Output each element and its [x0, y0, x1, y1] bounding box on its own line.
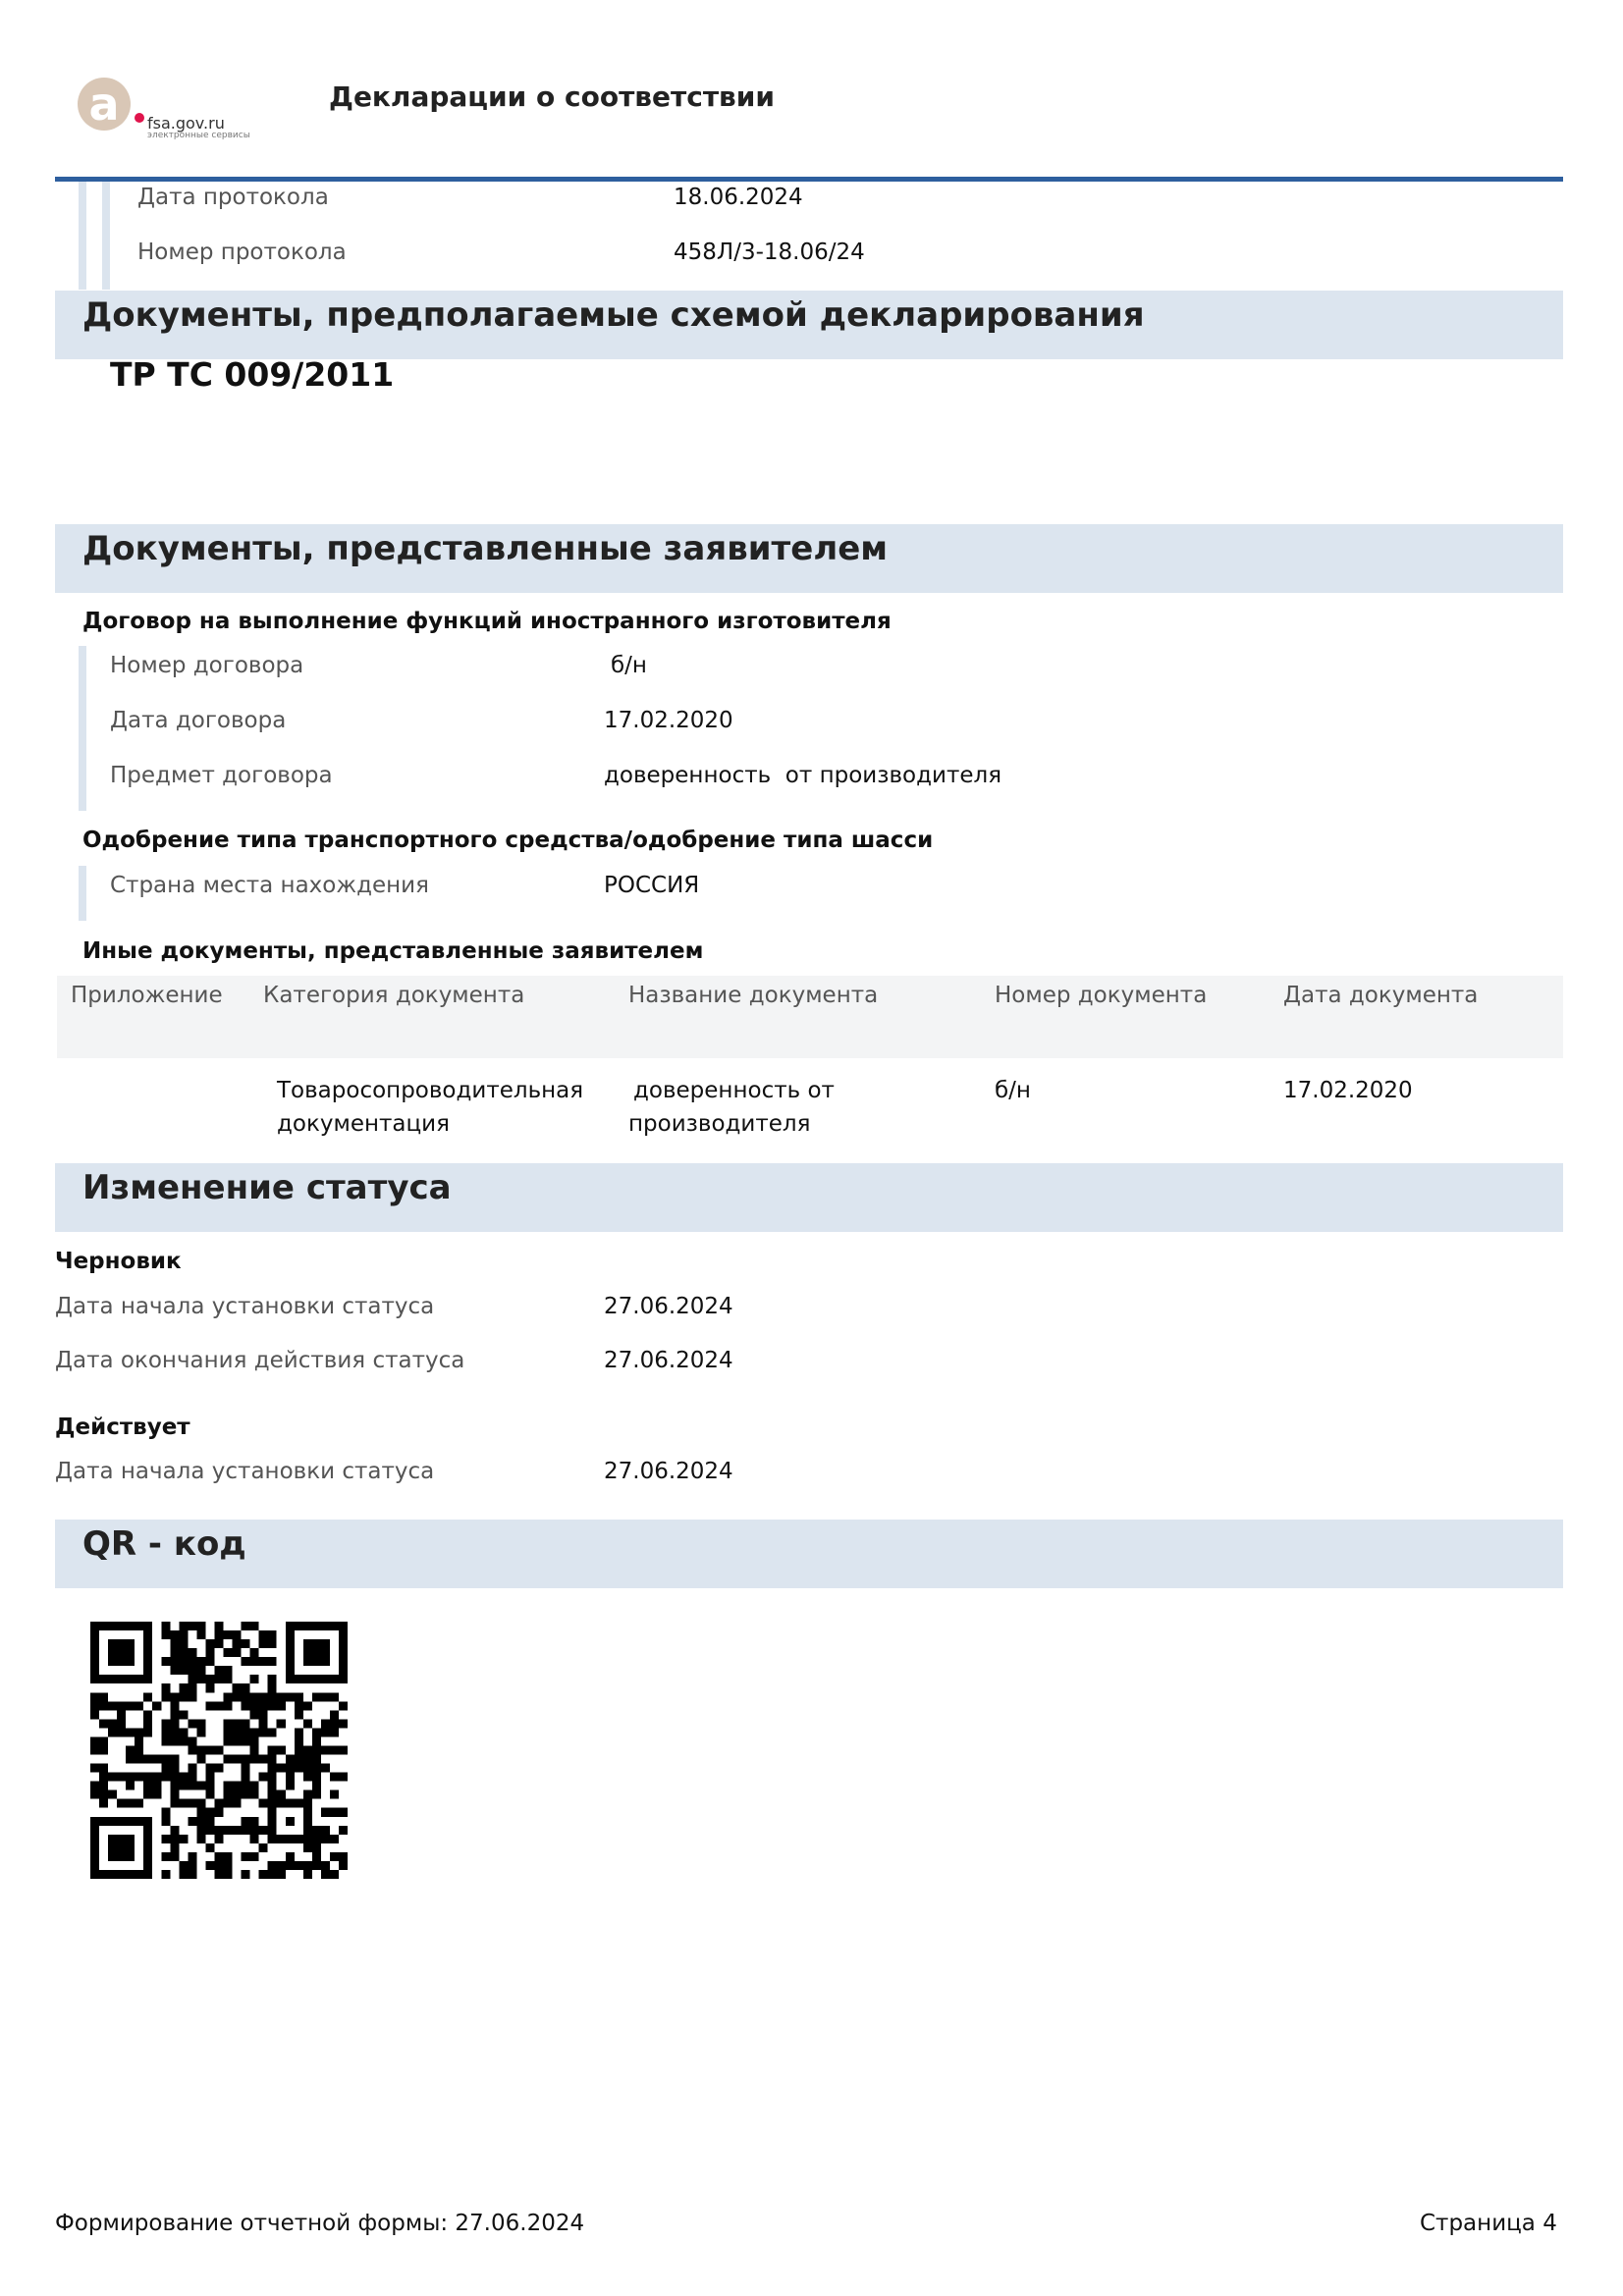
table-header-category: Категория документа	[263, 983, 525, 1008]
svg-text:а: а	[88, 78, 120, 131]
section-qr-band	[55, 1520, 1563, 1588]
table-header-date: Дата документа	[1283, 983, 1479, 1008]
protocol-number-value: 458Л/3-18.06/24	[674, 240, 865, 265]
table-row-name	[628, 1074, 835, 1141]
contract-indent-bar	[79, 646, 86, 811]
status-draft-start-value: 27.06.2024	[604, 1294, 733, 1319]
table-row-name-line2: производителя	[628, 1111, 811, 1137]
scheme-regulation-item: ТР ТС 009/2011	[110, 355, 395, 394]
contract-subject-label: Предмет договора	[110, 763, 333, 788]
logo-subtitle-text: электронные сервисы	[147, 131, 250, 140]
logo-domain-text: fsa.gov.ru	[147, 114, 225, 133]
table-row-category-line2: документация	[277, 1111, 450, 1137]
section-docs-title: Документы, представленные заявителем	[82, 529, 889, 568]
protocol-date-label: Дата протокола	[137, 185, 329, 210]
page-number: Страница 4	[1420, 2211, 1557, 2236]
table-row-date: 17.02.2020	[1283, 1078, 1413, 1103]
contract-heading: Договор на выполнение функций иностранного изготовителя	[82, 609, 892, 634]
status-active-start-label: Дата начала установки статуса	[55, 1459, 435, 1484]
protocol-date-value: 18.06.2024	[674, 185, 803, 210]
contract-subject-value: доверенность от производителя	[604, 763, 1002, 788]
status-active-start-value: 27.06.2024	[604, 1459, 733, 1484]
contract-number-value: б/н	[611, 653, 647, 678]
approval-indent-bar	[79, 866, 86, 921]
contract-date-value: 17.02.2020	[604, 708, 733, 733]
status-draft-start-label: Дата начала установки статуса	[55, 1294, 435, 1319]
section-status-title: Изменение статуса	[82, 1168, 452, 1207]
status-draft-heading: Черновик	[55, 1249, 182, 1274]
status-draft-end-label: Дата окончания действия статуса	[55, 1348, 465, 1373]
table-header-number: Номер документа	[995, 983, 1208, 1008]
other-docs-heading: Иные документы, представленные заявителем	[82, 938, 704, 964]
table-header-name: Название документа	[628, 983, 879, 1008]
protocol-indent-bar-outer	[79, 182, 86, 290]
approval-country-value: РОССИЯ	[604, 873, 700, 898]
table-row-category	[277, 1074, 583, 1141]
table-header-attachment: Приложение	[71, 983, 223, 1008]
fsa-logo-icon	[75, 75, 147, 133]
approval-country-label: Страна места нахождения	[110, 873, 429, 898]
contract-number-label: Номер договора	[110, 653, 304, 678]
status-active-heading: Действует	[55, 1415, 190, 1440]
page-title: Декларации о соответствии	[329, 80, 776, 113]
contract-date-label: Дата договора	[110, 708, 287, 733]
table-row-category-line1: Товаросопроводительная	[277, 1078, 584, 1103]
table-row-name-line1: доверенность от	[633, 1078, 835, 1103]
section-qr-title: QR - код	[82, 1524, 246, 1564]
approval-heading: Одобрение типа транспортного средства/одобрение типа шасси	[82, 828, 934, 853]
report-generated-date: Формирование отчетной формы: 27.06.2024	[55, 2211, 585, 2236]
header-divider	[55, 177, 1563, 182]
protocol-number-label: Номер протокола	[137, 240, 347, 265]
section-scheme-title: Документы, предполагаемые схемой декларирования	[82, 295, 1145, 335]
qr-code-icon[interactable]	[90, 1622, 348, 1879]
table-row-number: б/н	[995, 1078, 1031, 1103]
protocol-indent-bar-inner	[102, 182, 110, 290]
status-draft-end-value: 27.06.2024	[604, 1348, 733, 1373]
